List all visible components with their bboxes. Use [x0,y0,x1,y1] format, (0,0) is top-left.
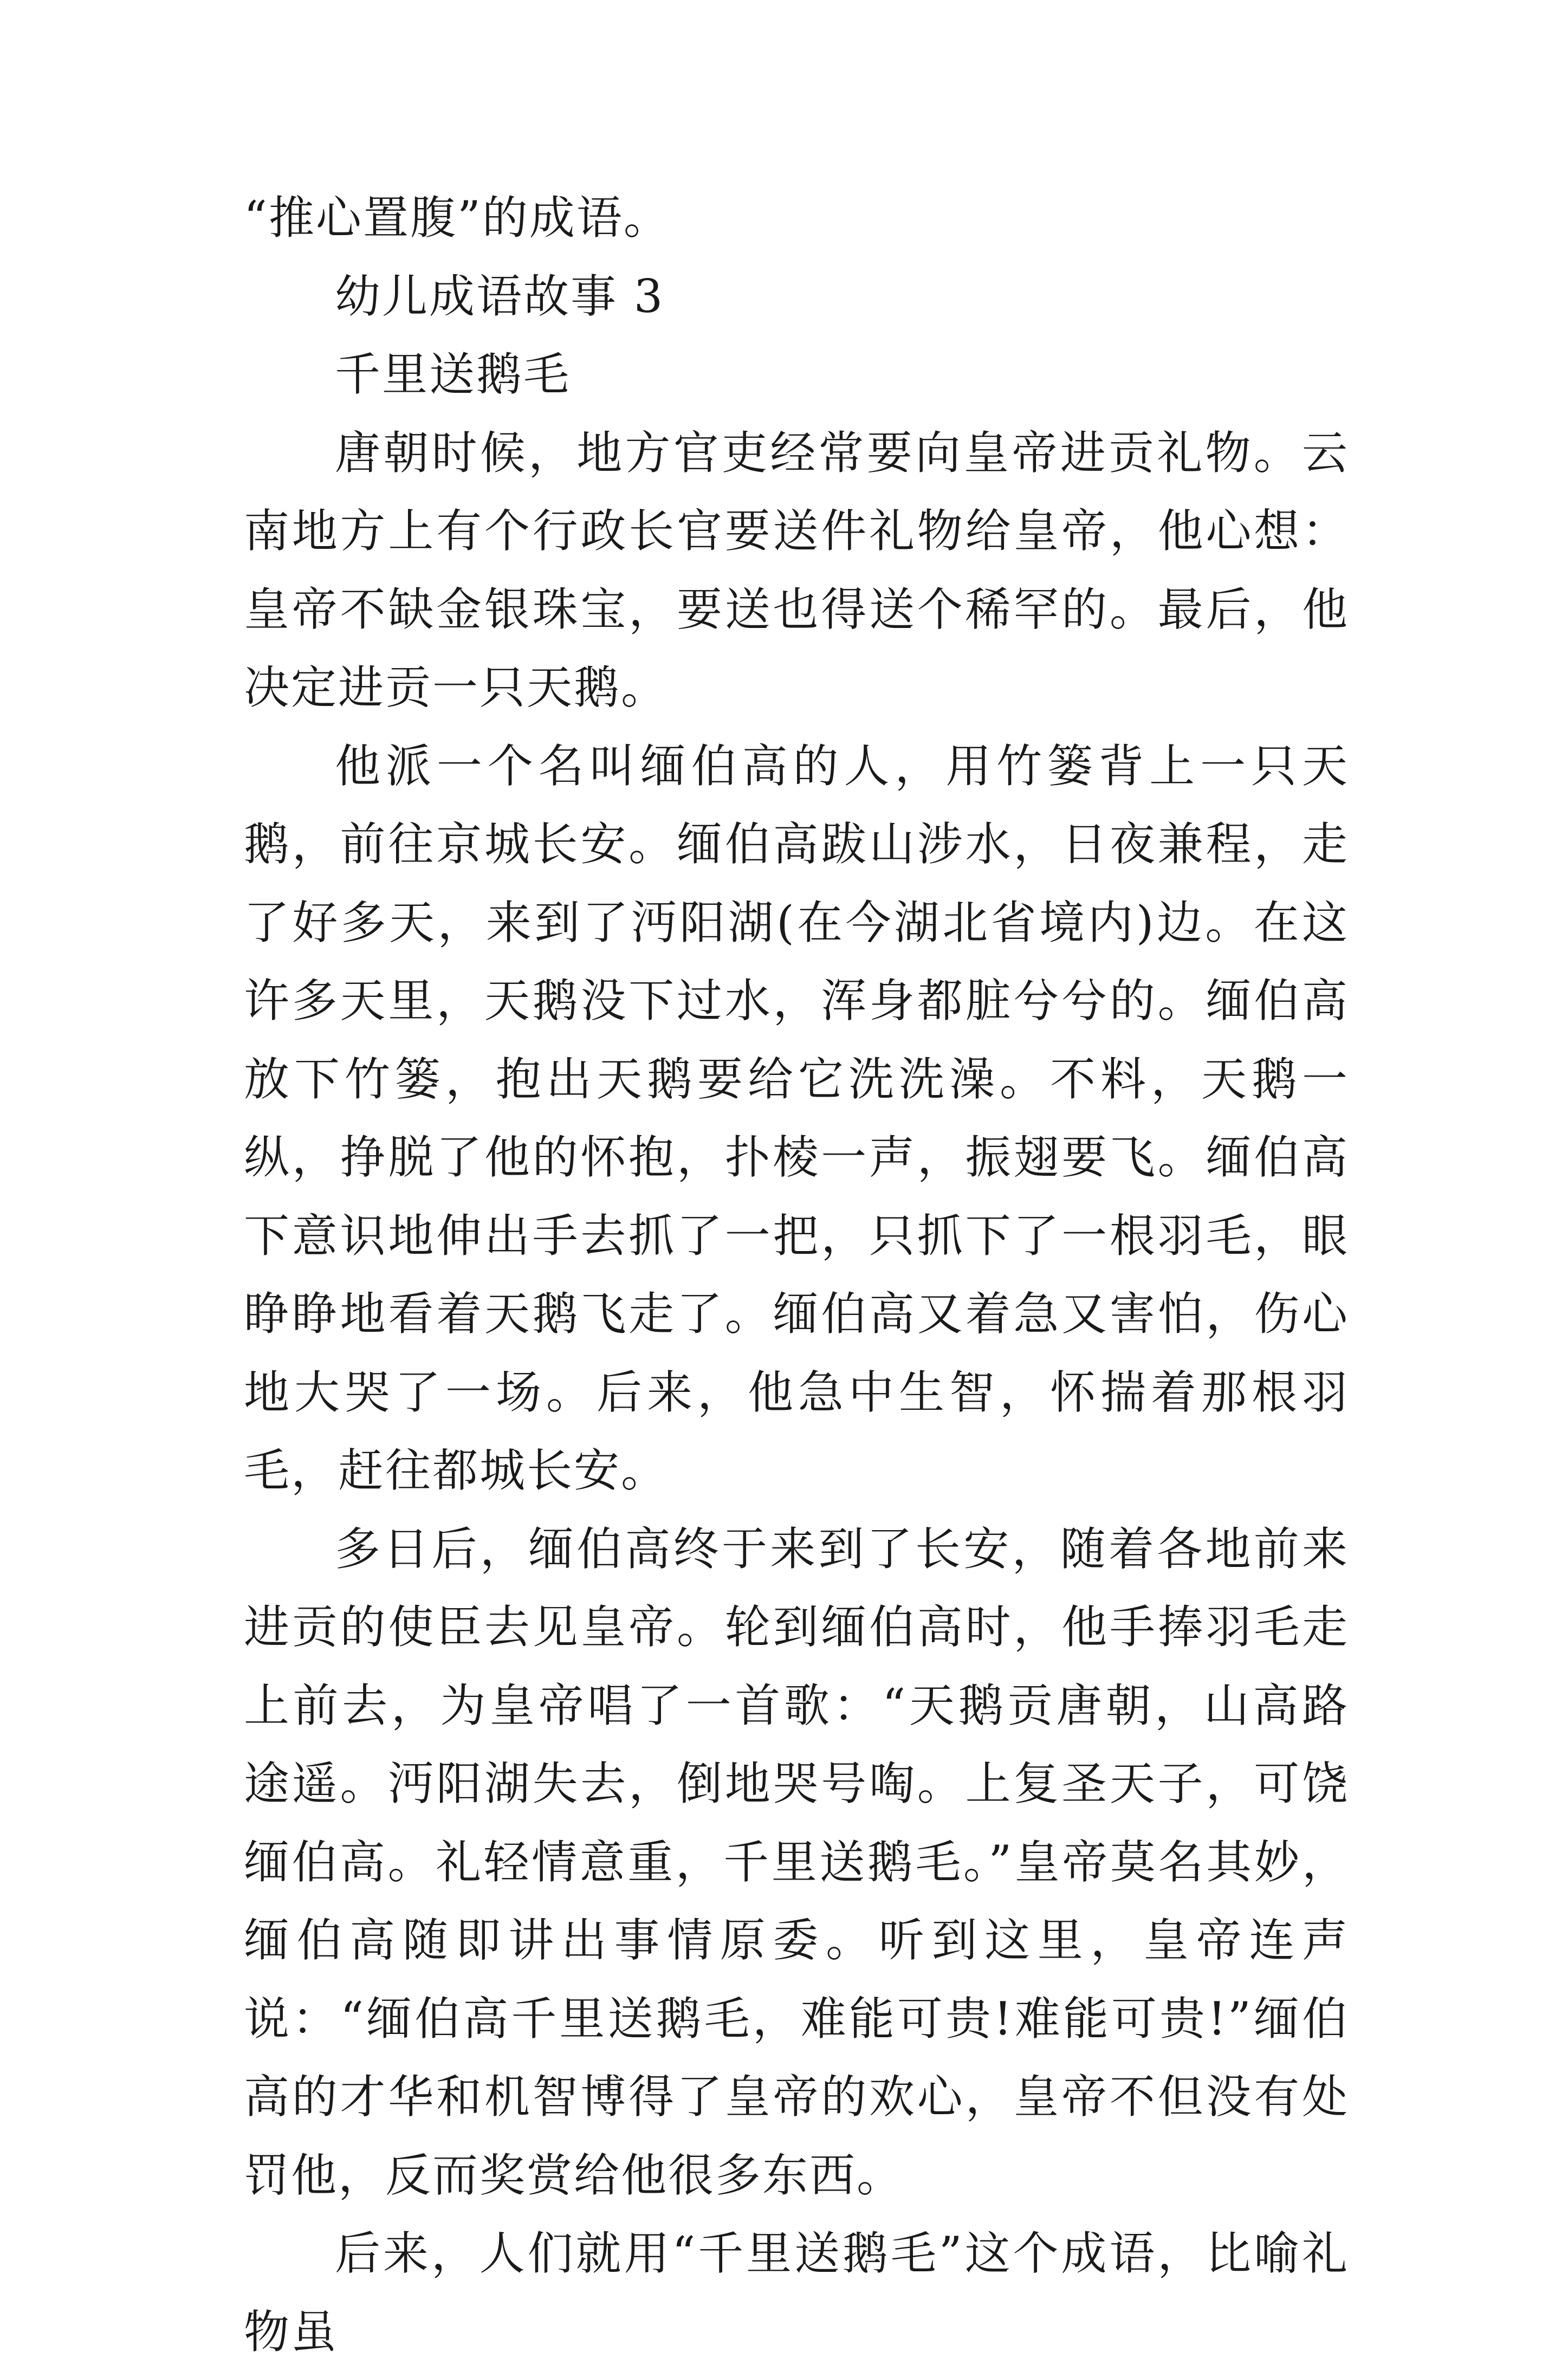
paragraph-4: 后来，人们就用“千里送鹅毛”这个成语，比喻礼物虽 [244,2227,1349,2359]
paragraph-3: 多日后，缅伯高终于来到了长安，随着各地前来进贡的使臣去见皇帝。轮到缅伯高时，他手捧羽毛走上前去，为皇帝唱了一首歌：“天鹅贡唐朝，山高路途遥。沔阳湖失去，倒地哭号啕。上复圣天子，可饶缅伯高。礼轻情意重，千里送鹅毛。”皇帝莫名其妙，缅伯高随即讲出事情原委。听到这里，皇帝连声说：“缅伯高千里送鹅毛，难能可贵!难能可贵!”缅伯高的才华和机智博得了皇帝的欢心，皇帝不但没有处罚他，反而奖赏给他很多东西。 [244,1522,1349,2202]
story-title: 千里送鹅毛 [335,348,571,401]
paragraph-1: 唐朝时候，地方官吏经常要向皇帝进贡礼物。云南地方上有个行政长官要送件礼物给皇帝，他心想：皇帝不缺金银珠宝，要送也得送个稀罕的。最后，他决定进贡一只天鹅。 [244,426,1349,714]
continued-text-line: “推心置腹”的成语。 [244,191,671,244]
paragraph-2: 他派一个名叫缅伯高的人，用竹篓背上一只天鹅，前往京城长安。缅伯高跋山涉水，日夜兼程，走了好多天，来到了沔阳湖(在今湖北省境内)边。在这许多天里，天鹅没下过水，浑身都脏兮兮的。缅伯高放下竹篓，抱出天鹅要给它洗洗澡。不料，天鹅一纵，挣脱了他的怀抱，扑棱一声，振翅要飞。缅伯高下意识地伸出手去抓了一把，只抓下了一根羽毛，眼睁睁地看着天鹅飞走了。缅伯高又着急又害怕，伤心地大哭了一场。后来，他急中生智，怀揣着那根羽毛，赶往都城长安。 [244,739,1349,1497]
story-subtitle: 幼儿成语故事 3 [335,269,665,323]
document-body [244,179,1349,2371]
